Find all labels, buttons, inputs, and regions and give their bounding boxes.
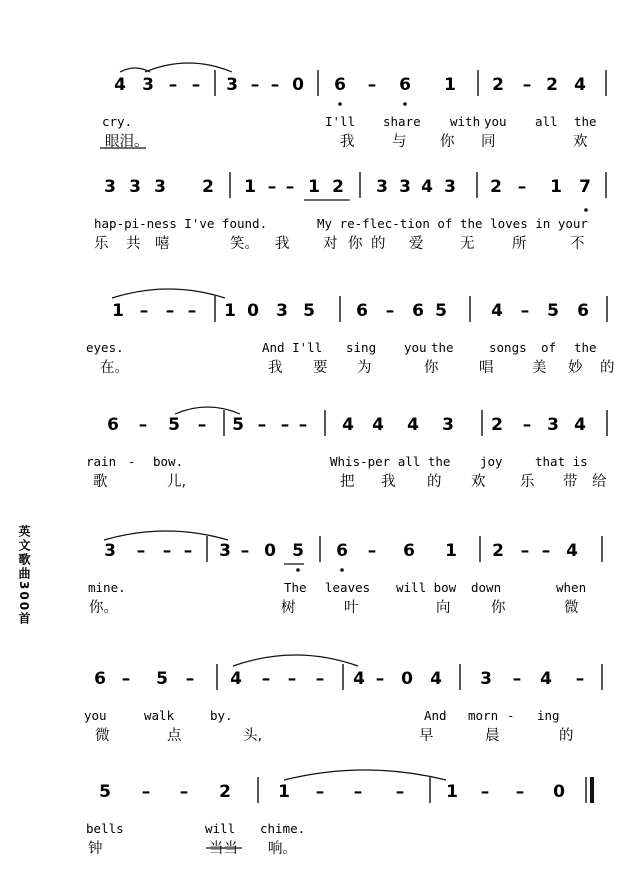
music-system [86, 410, 607, 490]
english-lyric: by. [210, 708, 233, 723]
note: 4 [421, 177, 433, 197]
note: 6 [356, 301, 368, 321]
note: 1 [308, 177, 320, 197]
dash-extender: – [121, 669, 131, 689]
dash-extender: – [522, 415, 532, 435]
dash-extender: – [197, 415, 207, 435]
dash-extender: – [353, 782, 363, 802]
chinese-lyric: 你 [440, 134, 455, 150]
english-lyric: down [471, 580, 502, 595]
dash-extender: – [385, 301, 395, 321]
dash-extender: – [522, 75, 532, 95]
chinese-lyric: 乐 [520, 474, 535, 490]
note: 0 [401, 669, 413, 689]
note: 1 [278, 782, 290, 802]
note: 6 [336, 541, 348, 561]
english-lyric: walk [144, 708, 175, 723]
dash-extender: – [179, 782, 189, 802]
english-lyric: I'll [325, 114, 356, 129]
music-system [94, 172, 606, 252]
dash-extender: – [267, 177, 277, 197]
english-lyric: mine. [88, 580, 126, 595]
note: 5 [156, 669, 168, 689]
dash-extender: – [187, 301, 197, 321]
note: 1 [446, 782, 458, 802]
dash-extender: – [285, 177, 295, 197]
english-lyric: My re-flec-tion of the loves in your [317, 216, 588, 231]
dash-extender: – [261, 669, 271, 689]
english-lyric: all [535, 114, 558, 129]
chinese-lyric: 在。 [100, 360, 129, 376]
chinese-lyric: 的 [600, 360, 615, 376]
english-lyric: ing [537, 708, 560, 723]
english-lyric: Whis-per all the [330, 454, 451, 469]
english-lyric: bow. [153, 454, 184, 469]
note: 4 [540, 669, 552, 689]
dash-extender: – [168, 75, 178, 95]
chinese-lyric: 钟 [88, 841, 103, 857]
dash-extender: – [520, 301, 530, 321]
note: 2 [490, 177, 502, 197]
english-lyric: bells [86, 821, 124, 836]
dash-extender: – [512, 669, 522, 689]
note: 4 [372, 415, 384, 435]
chinese-lyric: 向 [436, 600, 451, 616]
note: 4 [407, 415, 419, 435]
english-lyric: will [205, 821, 236, 836]
note: 6 [94, 669, 106, 689]
chinese-lyric: 叶 [344, 600, 359, 616]
score-systems [84, 63, 615, 857]
note: 3 [219, 541, 231, 561]
chinese-lyric: 晨 [485, 728, 500, 744]
chinese-lyric: 的 [371, 236, 386, 252]
dash-extender: – [298, 415, 308, 435]
note: 6 [399, 75, 411, 95]
chinese-lyric: 美 [532, 360, 547, 376]
note: 5 [435, 301, 447, 321]
chinese-lyric: 儿, [167, 474, 187, 490]
english-lyric: joy [480, 454, 503, 469]
octave-dot [340, 568, 344, 572]
english-lyric: you [484, 114, 507, 129]
note: 2 [202, 177, 214, 197]
note: 6 [334, 75, 346, 95]
chinese-lyric: 你。 [89, 600, 118, 616]
chinese-lyric: 的 [427, 474, 442, 490]
english-lyric: chime. [260, 821, 306, 836]
chinese-lyric: 歌 [93, 474, 108, 490]
note: 3 [154, 177, 166, 197]
dash-extender: – [136, 541, 146, 561]
note: 2 [219, 782, 231, 802]
chinese-lyric: 所 [512, 236, 527, 252]
note: 5 [303, 301, 315, 321]
dash-extender: – [191, 75, 201, 95]
octave-dot [403, 102, 407, 106]
chinese-lyric: 微 [95, 728, 110, 744]
chinese-lyric: 唱 [479, 360, 494, 376]
dash-extender: – [517, 177, 527, 197]
english-lyric: hap-pi-ness I've found. [94, 216, 268, 231]
book-label: 英文歌曲300首 [17, 525, 31, 627]
music-system [86, 777, 592, 857]
english-lyric: The [284, 580, 307, 595]
dash-extender: – [575, 669, 585, 689]
note: 6 [412, 301, 424, 321]
note: 4 [353, 669, 365, 689]
chinese-lyric: 不 [570, 236, 585, 252]
tie [145, 63, 232, 72]
note: 2 [332, 177, 344, 197]
note: 6 [107, 415, 119, 435]
note: 4 [342, 415, 354, 435]
chinese-lyric: 同 [481, 134, 496, 150]
english-lyric: rain [86, 454, 117, 469]
chinese-lyric: 为 [357, 360, 372, 376]
tie [104, 531, 228, 540]
note: 2 [546, 75, 558, 95]
chinese-lyric: 点 [167, 728, 182, 744]
note: 3 [376, 177, 388, 197]
english-lyric: with [450, 114, 481, 129]
dash-extender: – [240, 541, 250, 561]
english-lyric: - [507, 708, 515, 723]
chinese-lyric: 你 [424, 360, 439, 376]
note: 0 [292, 75, 304, 95]
note: 1 [445, 541, 457, 561]
dash-extender: – [367, 541, 377, 561]
music-system [102, 70, 606, 150]
note: 3 [142, 75, 154, 95]
english-lyric: that is [535, 454, 588, 469]
dash-extender: – [395, 782, 405, 802]
note: 6 [403, 541, 415, 561]
english-lyric: will bow [396, 580, 457, 595]
english-lyric: - [128, 454, 136, 469]
chinese-lyric: 我 [340, 134, 355, 150]
dash-extender: – [185, 669, 195, 689]
note: 4 [230, 669, 242, 689]
dash-extender: – [270, 75, 280, 95]
note: 3 [547, 415, 559, 435]
note: 5 [232, 415, 244, 435]
note: 3 [104, 177, 116, 197]
dash-extender: – [280, 415, 290, 435]
dash-extender: – [287, 669, 297, 689]
english-lyric: songs [489, 340, 527, 355]
chinese-lyric: 笑。 [230, 236, 259, 252]
dash-extender: – [165, 301, 175, 321]
chinese-lyric: 我 [381, 474, 396, 490]
octave-dot [584, 208, 588, 212]
dash-extender: – [541, 541, 551, 561]
tie [112, 289, 225, 298]
note: 3 [399, 177, 411, 197]
english-lyric: cry. [102, 114, 133, 129]
note: 5 [292, 541, 304, 561]
english-lyric: the [574, 114, 597, 129]
english-lyric: you [84, 708, 107, 723]
note: 3 [480, 669, 492, 689]
chinese-lyric: 响。 [268, 841, 297, 857]
dash-extender: – [515, 782, 525, 802]
chinese-lyric: 当当 [209, 841, 238, 857]
english-lyric: leaves [325, 580, 371, 595]
dash-extender: – [375, 669, 385, 689]
chinese-lyric: 你 [348, 236, 363, 252]
note: 3 [104, 541, 116, 561]
dash-extender: – [315, 669, 325, 689]
chinese-lyric: 欢 [573, 134, 588, 150]
note: 0 [247, 301, 259, 321]
chinese-lyric: 头, [243, 728, 263, 744]
chinese-lyric: 要 [313, 360, 328, 376]
note: 0 [553, 782, 565, 802]
note: 3 [129, 177, 141, 197]
chinese-lyric: 无 [460, 236, 475, 252]
english-lyric: the [574, 340, 597, 355]
chinese-lyric: 嘻 [155, 236, 170, 252]
dash-extender: – [257, 415, 267, 435]
chinese-lyric: 微 [564, 600, 579, 616]
english-lyric: And [424, 708, 447, 723]
english-lyric: share [383, 114, 421, 129]
english-lyric: sing [346, 340, 377, 355]
dash-extender: – [367, 75, 377, 95]
music-system [86, 296, 615, 376]
dash-extender: – [520, 541, 530, 561]
note: 1 [224, 301, 236, 321]
chinese-lyric: 树 [281, 600, 296, 616]
chinese-lyric: 爱 [409, 236, 424, 252]
english-lyric: And I'll [262, 340, 323, 355]
chinese-lyric: 带 [563, 474, 578, 490]
english-lyric: of [541, 340, 557, 355]
dash-extender: – [183, 541, 193, 561]
note: 4 [114, 75, 126, 95]
note: 2 [491, 415, 503, 435]
note: 0 [264, 541, 276, 561]
english-lyric: you [404, 340, 427, 355]
english-lyric: morn [468, 708, 499, 723]
chinese-lyric: 早 [419, 728, 434, 744]
note: 4 [491, 301, 503, 321]
dash-extender: – [315, 782, 325, 802]
chinese-lyric: 眼泪。 [105, 134, 149, 150]
chinese-lyric: 给 [592, 474, 607, 490]
dash-extender: – [139, 301, 149, 321]
octave-dot [296, 568, 300, 572]
note: 3 [276, 301, 288, 321]
note: 1 [550, 177, 562, 197]
note: 4 [574, 415, 586, 435]
dash-extender: – [141, 782, 151, 802]
chinese-lyric: 欢 [471, 474, 486, 490]
note: 7 [579, 177, 591, 197]
chinese-lyric: 共 [126, 236, 141, 252]
note: 4 [566, 541, 578, 561]
note: 4 [430, 669, 442, 689]
chinese-lyric: 的 [559, 728, 574, 744]
note: 3 [444, 177, 456, 197]
chinese-lyric: 把 [340, 474, 355, 490]
note: 3 [442, 415, 454, 435]
side-book-label [17, 524, 31, 627]
octave-dot [338, 102, 342, 106]
dash-extender: – [250, 75, 260, 95]
note: 1 [444, 75, 456, 95]
note: 5 [168, 415, 180, 435]
dash-extender: – [138, 415, 148, 435]
note: 1 [112, 301, 124, 321]
note: 6 [577, 301, 589, 321]
chinese-lyric: 对 [323, 236, 338, 252]
note: 5 [547, 301, 559, 321]
note: 4 [574, 75, 586, 95]
note: 2 [492, 75, 504, 95]
chinese-lyric: 乐 [94, 236, 109, 252]
english-lyric: the [431, 340, 454, 355]
music-system [88, 536, 602, 616]
note: 5 [99, 782, 111, 802]
tie [284, 770, 446, 780]
tie [175, 407, 240, 414]
chinese-lyric: 你 [491, 600, 506, 616]
english-lyric: eyes. [86, 340, 124, 355]
note: 1 [244, 177, 256, 197]
tie [233, 655, 358, 666]
chinese-lyric: 我 [268, 360, 283, 376]
music-system [84, 664, 602, 744]
chinese-lyric: 我 [275, 236, 290, 252]
dash-extender: – [162, 541, 172, 561]
chinese-lyric: 妙 [568, 360, 583, 376]
english-lyric: when [556, 580, 587, 595]
note: 3 [226, 75, 238, 95]
note: 2 [492, 541, 504, 561]
dash-extender: – [480, 782, 490, 802]
chinese-lyric: 与 [392, 134, 407, 150]
